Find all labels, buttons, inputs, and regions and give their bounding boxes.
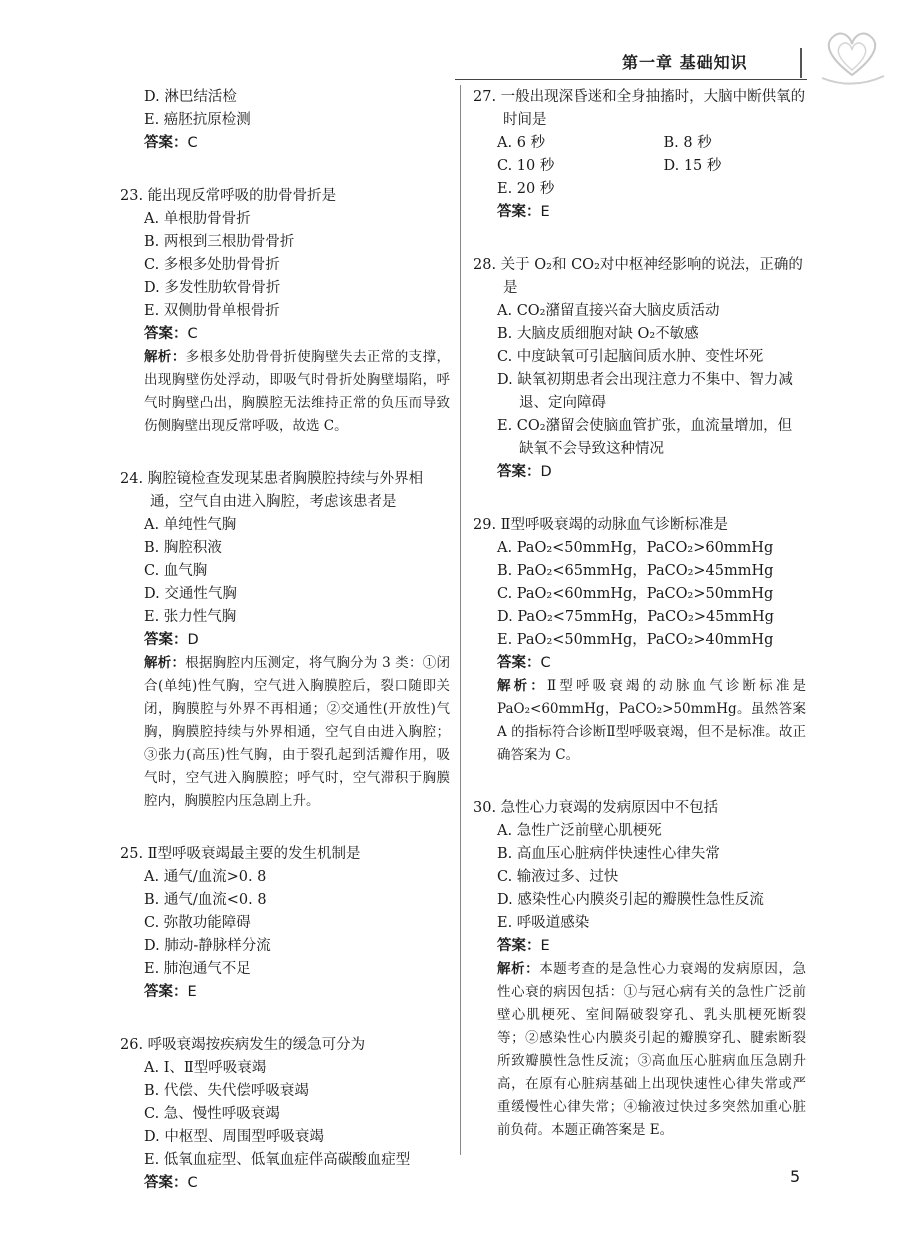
option-b: B. 胸腔积液 [144,540,222,556]
option-c: C. 多根多处肋骨骨折 [144,257,280,273]
option-b: B. PaO₂<65mmHg，PaCO₂>45mmHg [497,563,774,579]
option-e: E. 癌胚抗原检测 [144,112,251,128]
option-d: D. 肺动-静脉样分流 [144,938,271,954]
question-27 [473,86,806,224]
answer-value: C [187,1175,198,1191]
option-a: A. CO₂潴留直接兴奋大脑皮质活动 [497,303,720,319]
option-a: A. 通气/血流>0. 8 [144,869,267,885]
option-c: C. 10 秒 [497,158,555,174]
option-c: C. 急、慢性呼吸衰竭 [144,1106,280,1122]
answer [120,323,450,346]
option-d: D. 感染性心内膜炎引起的瓣膜性急性反流 [497,892,764,908]
question-stem: 29. Ⅱ型呼吸衰竭的动脉血气诊断标准是 [473,517,729,533]
option-e: E. 低氧血症型、低氧血症伴高碳酸血症型 [144,1152,411,1168]
question-stem: 26. 呼吸衰竭按疾病发生的缓急可分为 [120,1037,366,1053]
option-a: A. 单纯性气胸 [144,517,237,533]
option-c: C. 血气胸 [144,563,208,579]
answer-value: E [540,938,550,954]
explanation [120,652,450,813]
option-e: E. 呼吸道感染 [497,915,590,931]
option-a: A. 急性广泛前壁心肌梗死 [497,823,662,839]
question-30 [473,797,806,1142]
question-stem: 28. 关于 O₂和 CO₂对中枢神经影响的说法，正确的是 [473,257,803,296]
option-b: B. 通气/血流<0. 8 [144,892,267,908]
question-23 [120,185,450,438]
option-b: B. 高血压心脏病伴快速性心律失常 [497,846,720,862]
question-26 [120,1034,450,1195]
option-d: D. 交通性气胸 [144,586,237,602]
option-row [473,132,806,155]
header-ornament-icon [812,20,892,90]
explanation-text: 根据胸腔内压测定，将气胸分为 3 类：①闭合(单纯)性气胸，空气进入胸膜腔后，裂口随即关闭，胸膜腔与外界不再相通；②交通性(开放性)气胸，胸膜腔持续与外界相通，空气自由进入胸腔；③张力(高压)性气胸，由于裂孔起到活瓣作用，吸气时，空气进入胸膜腔；呼气时，空气滞积于胸膜腔内，胸膜腔内压急剧上升。 [144,655,451,809]
option-d: D. 缺氧初期患者会出现注意力不集中、智力减退、定向障碍 [497,372,793,411]
option-b: B. 大脑皮质细胞对缺 O₂不敏感 [497,326,699,342]
option-d: D. 多发性肋软骨骨折 [144,280,281,296]
explanation-label: 解析： [144,349,186,365]
page-number: 5 [790,1167,801,1186]
question-28 [473,254,806,484]
option-d: D. 中枢型、周围型呼吸衰竭 [144,1129,324,1145]
option-c: C. PaO₂<60mmHg，PaCO₂>50mmHg [497,586,774,602]
option-e: E. 双侧肋骨单根骨折 [144,303,280,319]
header-rule [455,79,807,80]
option-row [473,178,806,201]
right-column [473,86,806,1142]
answer-value: E [540,204,550,220]
question-stem: 27. 一般出现深昏迷和全身抽搐时，大脑中断供氧的时间是 [473,89,806,128]
answer-label: 答案： [497,938,541,954]
answer-label: 答案： [144,984,188,1000]
explanation [473,675,806,767]
option-b: B. 两根到三根肋骨骨折 [144,234,295,250]
answer-label: 答案： [144,135,188,151]
explanation-text: 多根多处肋骨骨折使胸壁失去正常的支撑，出现胸壁伤处浮动，即吸气时骨折处胸壁塌陷，呼气时胸壁凸出，胸膜腔无法维持正常的负压而导致伤侧胸壁出现反常呼吸，故选 C。 [144,349,451,434]
answer-label: 答案： [497,204,541,220]
option-d: D. 淋巴结活检 [144,89,237,105]
option-a: A. 单根肋骨骨折 [144,211,251,227]
answer [473,652,806,675]
answer-value: C [540,655,551,671]
explanation-text: 本题考查的是急性心力衰竭的发病原因，急性心衰的病因包括：①与冠心病有关的急性广泛前壁心肌梗死、室间隔破裂穿孔、乳头肌梗死断裂等；②感染性心内膜炎引起的瓣膜穿孔、腱索断裂所致瓣膜性急性反流；③高血压心脏病血压急剧升高，在原有心脏病基础上出现快速性心律失常或严重缓慢性心律失常；④输液过快过多突然加重心脏前负荷。本题正确答案是 E。 [497,961,807,1138]
option-row [473,155,806,178]
option-d: D. PaO₂<75mmHg，PaCO₂>45mmHg [497,609,774,625]
explanation [120,346,450,438]
answer [473,201,806,224]
answer-label: 答案： [497,655,541,671]
question-24 [120,468,450,813]
question-stem: 25. Ⅱ型呼吸衰竭最主要的发生机制是 [120,846,361,862]
option-a: A. Ⅰ、Ⅱ型呼吸衰竭 [144,1060,267,1076]
option-a: A. PaO₂<50mmHg，PaCO₂>60mmHg [497,540,774,556]
option-a: A. 6 秒 [497,135,546,151]
explanation-label: 解析： [144,655,186,671]
explanation-label: 解析： [497,961,540,977]
option-c: C. 中度缺氧可引起脑间质水肿、变性坏死 [497,349,764,365]
option-d: D. 15 秒 [663,158,722,174]
answer-value: E [187,984,197,1000]
question-stem: 23. 能出现反常呼吸的肋骨骨折是 [120,188,337,204]
answer-value: D [187,632,199,648]
chapter-title: 第一章 基础知识 [622,53,748,72]
left-column [120,86,450,1195]
answer-label: 答案： [144,326,188,342]
option-e: E. PaO₂<50mmHg，PaCO₂>40mmHg [497,632,774,648]
explanation-label: 解析： [497,678,547,694]
option-e: E. 张力性气胸 [144,609,237,625]
answer [120,132,450,155]
answer-value: C [187,326,198,342]
question-25 [120,843,450,1004]
answer [473,935,806,958]
answer-label: 答案： [497,464,541,480]
answer [120,981,450,1004]
header-separator [800,48,802,78]
answer [120,1172,450,1195]
option-c: C. 弥散功能障碍 [144,915,251,931]
answer [473,461,806,484]
option-b: B. 代偿、失代偿呼吸衰竭 [144,1083,309,1099]
answer-value: D [540,464,552,480]
column-divider [460,85,461,1155]
question-22-continued [120,86,450,155]
question-29 [473,514,806,767]
answer-value: C [187,135,198,151]
answer [120,629,450,652]
explanation [473,958,806,1142]
question-stem: 24. 胸腔镜检查发现某患者胸膜腔持续与外界相通，空气自由进入胸腔，考虑该患者是 [120,471,424,510]
option-c: C. 输液过多、过快 [497,869,619,885]
answer-label: 答案： [144,1175,188,1191]
option-b: B. 8 秒 [663,135,712,151]
option-e: E. 20 秒 [497,181,555,197]
option-e: E. 肺泡通气不足 [144,961,251,977]
question-stem: 30. 急性心力衰竭的发病原因中不包括 [473,800,719,816]
option-e: E. CO₂潴留会使脑血管扩张，血流量增加，但缺氧不会导致这种情况 [497,418,793,457]
explanation-text: Ⅱ型呼吸衰竭的动脉血气诊断标准是 PaO₂<60mmHg，PaCO₂>50mmHg。虽然答案 A 的指标符合诊断Ⅱ型呼吸衰竭，但不是标准。故正确答案为 C。 [497,678,806,763]
answer-label: 答案： [144,632,188,648]
